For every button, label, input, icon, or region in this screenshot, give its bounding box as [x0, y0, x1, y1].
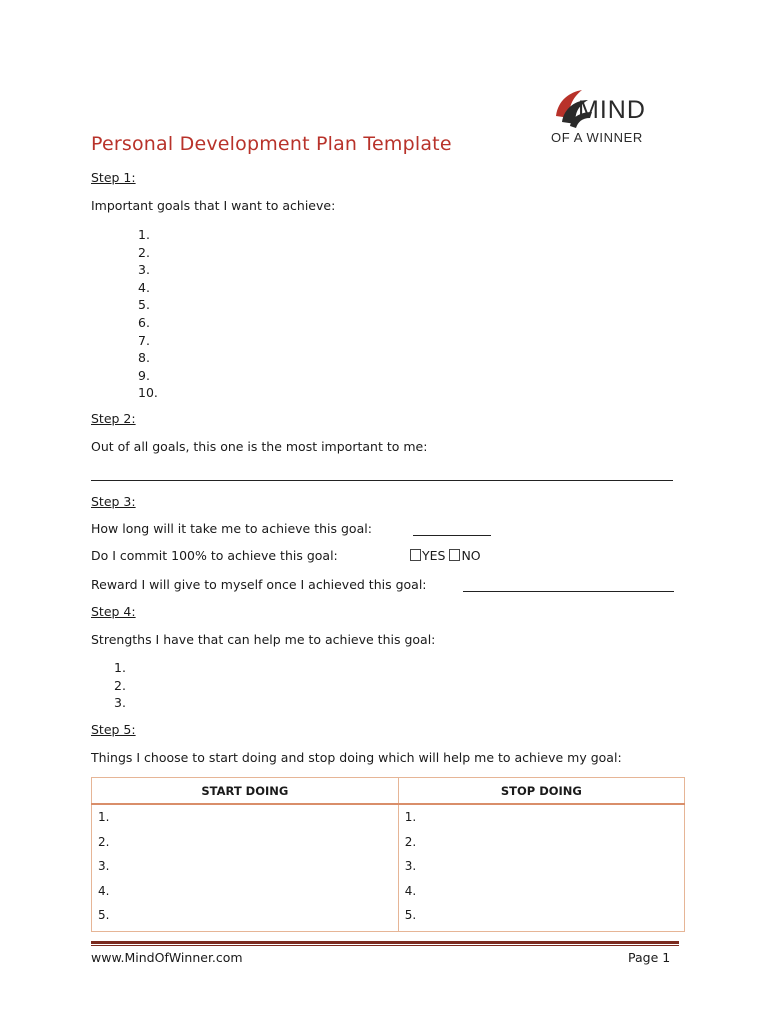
start-stop-table [91, 777, 685, 932]
footer-divider-thin [91, 945, 679, 946]
logo-text-mind: MIND [578, 96, 646, 124]
list-item: 5. [404, 908, 417, 922]
list-item: 1. [114, 660, 126, 675]
footer-divider [91, 941, 679, 944]
list-item: 2. [114, 677, 126, 693]
start-doing-cell[interactable] [92, 804, 399, 931]
list-item: 1. [138, 227, 150, 242]
list-item: 3. [114, 695, 126, 710]
yes-label: YES [422, 548, 446, 563]
list-item: 3. [98, 859, 110, 873]
commit-question: Do I commit 100% to achieve this goal: [91, 548, 338, 563]
logo-text-sub: OF A WINNER [551, 130, 643, 145]
list-item: 5. [138, 297, 150, 313]
stop-doing-header: STOP DOING [398, 778, 684, 805]
no-checkbox[interactable] [449, 549, 460, 561]
step3-label: Step 3: [91, 494, 136, 509]
list-item: 7. [138, 332, 150, 348]
footer-page-number: Page 1 [628, 950, 671, 965]
list-item: 10. [138, 385, 158, 401]
step5-label: Step 5: [91, 722, 136, 737]
time-answer-line[interactable] [413, 535, 491, 536]
list-item: 2. [404, 834, 417, 849]
list-item: 8. [138, 350, 150, 366]
list-item: 2. [98, 834, 110, 849]
no-label: NO [461, 548, 481, 563]
step4-label: Step 4: [91, 604, 136, 619]
step2-label: Step 2: [91, 411, 136, 426]
start-doing-header: START DOING [92, 778, 399, 805]
stop-doing-cell[interactable] [398, 804, 684, 931]
list-item: 5. [98, 908, 110, 922]
step5-prompt: Things I choose to start doing and stop doing which will help me to achieve my goal: [91, 750, 622, 765]
list-item: 3. [404, 859, 417, 873]
step2-prompt: Out of all goals, this one is the most important to me: [91, 439, 428, 454]
list-item: 2. [138, 244, 150, 260]
goals-list [138, 226, 158, 402]
step1-prompt: Important goals that I want to achieve: [91, 198, 336, 213]
most-important-goal-line[interactable] [91, 480, 673, 481]
reward-answer-line[interactable] [463, 591, 674, 592]
step4-prompt: Strengths I have that can help me to achieve this goal: [91, 632, 436, 647]
yes-checkbox[interactable] [410, 549, 421, 561]
list-item: 4. [138, 279, 150, 295]
time-question: How long will it take me to achieve this goal: [91, 521, 372, 536]
list-item: 9. [138, 367, 150, 383]
reward-question: Reward I will give to myself once I achieved this goal: [91, 577, 427, 592]
list-item: 6. [138, 314, 150, 330]
strengths-list [114, 659, 126, 712]
list-item: 4. [98, 883, 110, 898]
list-item: 1. [404, 810, 417, 824]
commit-options [410, 548, 481, 563]
list-item: 3. [138, 262, 150, 278]
step1-label: Step 1: [91, 170, 136, 185]
footer-website-link[interactable]: www.MindOfWinner.com [91, 950, 243, 965]
list-item: 4. [404, 883, 417, 898]
list-item: 1. [98, 810, 110, 824]
page-title: Personal Development Plan Template [91, 133, 452, 155]
